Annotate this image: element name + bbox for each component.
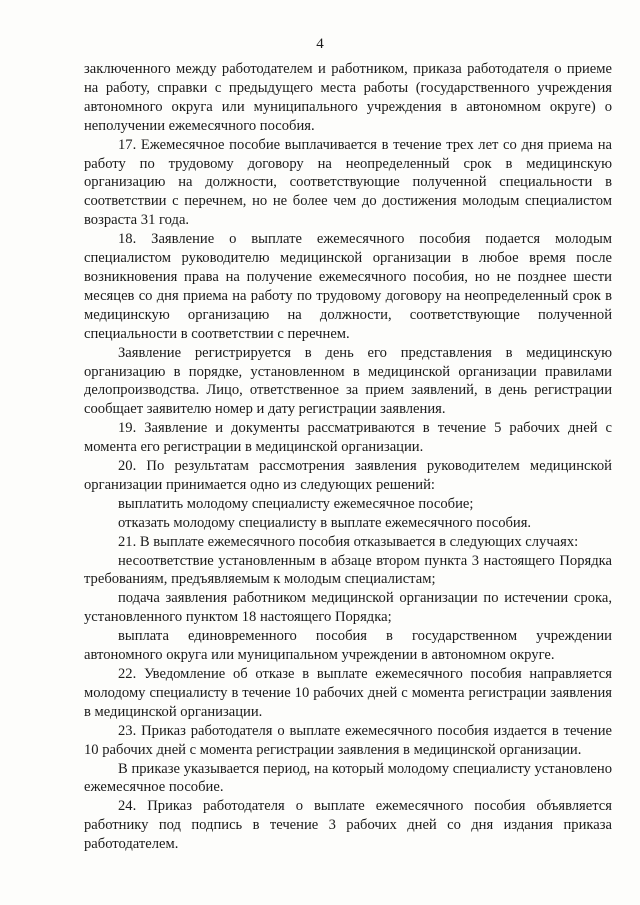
paragraph-21: 21. В выплате ежемесячного пособия отказывается в следующих случаях:: [118, 533, 579, 550]
paragraph-20: 20. По результатам рассмотрения заявления руководителем медицинской организации принимается одно из следующих решений:: [84, 458, 612, 493]
refusal-case-2: подача заявления работником медицинской организации по истечении срока, установленного пунктом 18 настоящего Порядка;: [84, 590, 612, 626]
refusal-case-1: несоответствие установленным в абзаце втором пункта 3 настоящего Порядка требованиям, предъявляемым к молодым специалистам;: [84, 552, 612, 588]
paragraph-23-period: В приказе указывается период, на который молодому специалисту установлено ежемесячное пособие.: [84, 760, 612, 796]
page-number: 4: [316, 36, 324, 52]
decision-pay: выплатить молодому специалисту ежемесячное пособие;: [118, 495, 474, 512]
paragraph-24: 24. Приказ работодателя о выплате ежемесячного пособия объявляется работнику под подпись в течение 3 рабочих дней со дня издания приказа работодателем.: [84, 798, 612, 853]
paragraph-19: 19. Заявление и документы рассматриваются в течение 5 рабочих дней с момента его регистрации в медицинской организации.: [84, 420, 612, 456]
refusal-case-3: выплата единовременного пособия в государственном учреждении автономного округа или муниципальном учреждении в автономном округе.: [84, 628, 612, 664]
paragraph-18-registration: Заявление регистрируется в день его представления в медицинскую организацию в порядке, установленном в медицинской организации правилами делопроизводства. Лицо, ответственное за прием заявлений, в день регистрации сообщает заявителю номер и дату регистрации заявления.: [84, 344, 612, 418]
paragraph-23: 23. Приказ работодателя о выплате ежемесячного пособия издается в течение 10 рабочих дней с момента регистрации заявления в медицинской организации.: [84, 722, 612, 758]
decision-refuse: отказать молодому специалисту в выплате ежемесячного пособия.: [118, 514, 532, 531]
paragraph-17: 17. Ежемесячное пособие выплачивается в течение трех лет со дня приема на работу по трудовому договору на неопределенный срок в медицинскую организацию на должности, соответствующие полученной специальности в соответствии с перечнем, но не более чем до достижения молодым специалистом возраста 31 года.: [84, 136, 612, 229]
paragraph-18: 18. Заявление о выплате ежемесячного пособия подается молодым специалистом руководителю медицинской организации в любое время после возникновения права на получение ежемесячного пособия, но не позднее шести месяцев со дня приема на работу по трудовому договору на неопределенный срок в медицинскую организацию на должности, соответствующие полученной специальности в соответствии с перечнем.: [84, 231, 612, 342]
paragraph-22: 22. Уведомление об отказе в выплате ежемесячного пособия направляется молодому специалисту в течение 10 рабочих дней с момента регистрации заявления в медицинской организации.: [84, 666, 612, 720]
paragraph-continuation: заключенного между работодателем и работником, приказа работодателя о приеме на работу, справки с предыдущего места работы (государственного учреждения автономного округа или муниципального учреждения в автономном округе) о неполучении ежемесячного пособия.: [84, 61, 612, 134]
document-body: [84, 60, 612, 854]
